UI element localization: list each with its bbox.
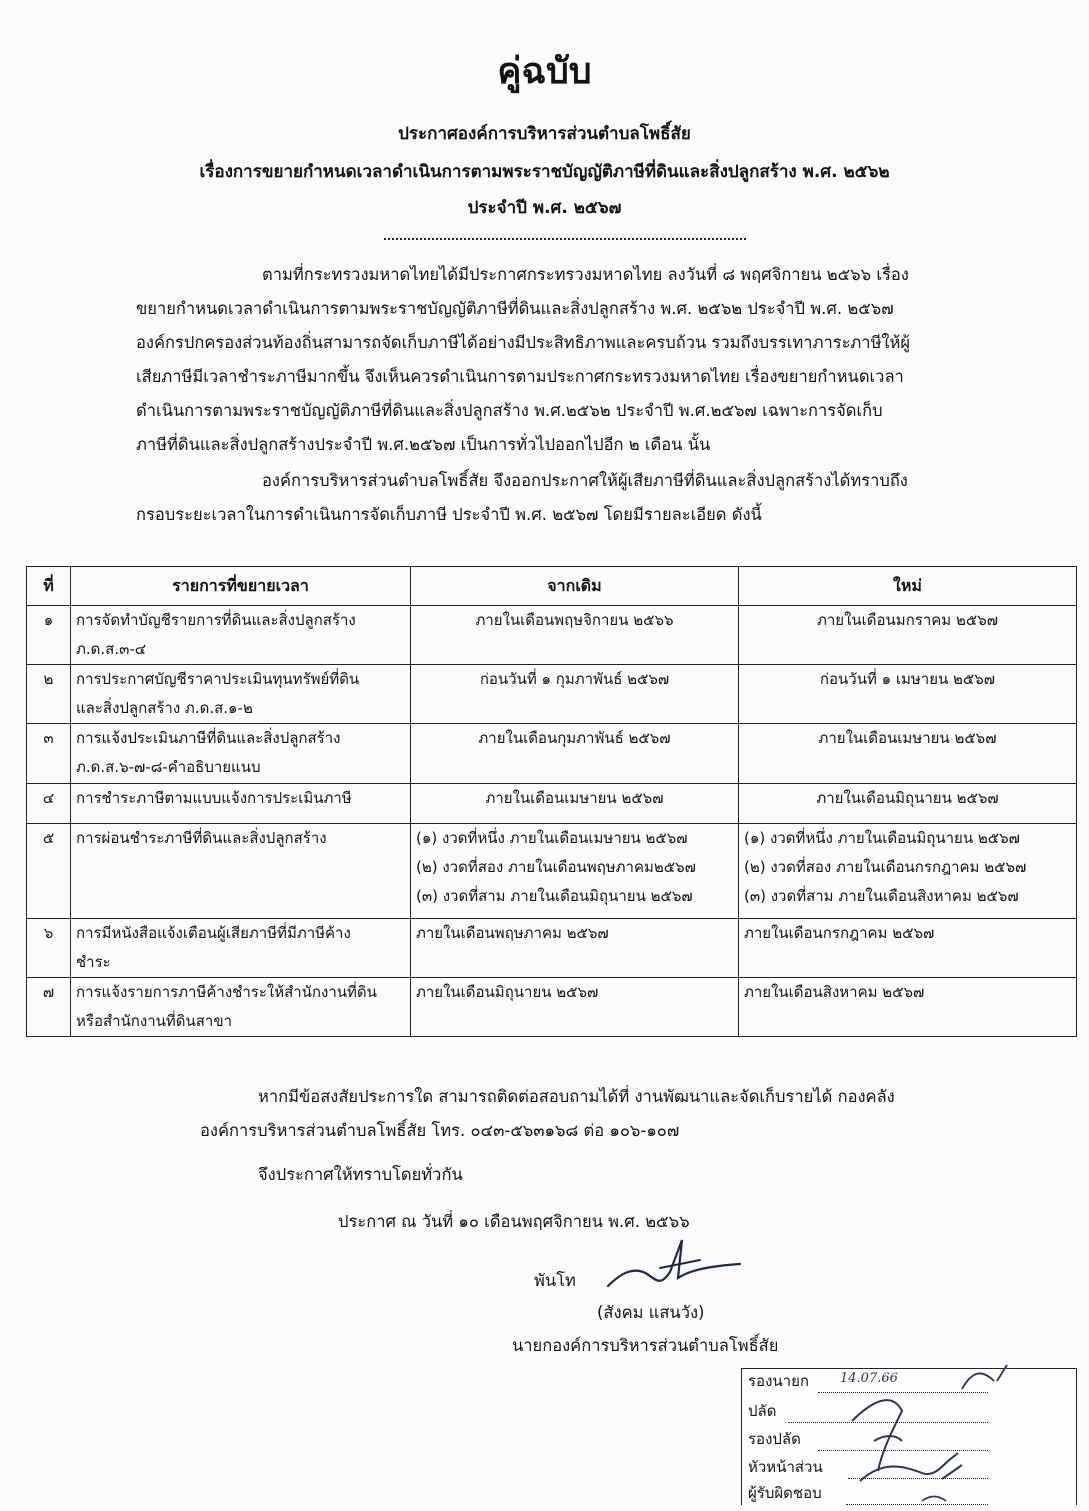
col-header-from: จากเดิม [411,567,739,606]
routing-stamp [741,1368,1077,1505]
row-item: การมีหนังสือแจ้งเตือนผู้เสียภาษีที่มีภาษีค้าง ชำระ [71,919,411,978]
row-to: ภายในเดือนสิงหาคม ๒๕๖๗ [739,978,1077,1037]
row-item: การประกาศบัญชีราคาประเมินทุนทรัพย์ที่ดิน และสิ่งปลูกสร้าง ภ.ด.ส.๑-๒ [71,665,411,724]
table-row [27,824,1077,919]
row-to: ก่อนวันที่ ๑ เมษายน ๒๕๖๗ [739,665,1077,724]
table-row [27,606,1077,665]
initials-marks [822,1361,1062,1511]
row-number: ๑ [27,606,71,665]
announcement-subject: เรื่องการขยายกำหนดเวลาดำเนินการตามพระราชบัญญัติภาษีที่ดินและสิ่งปลูกสร้าง พ.ศ. ๒๕๖๒ [199,162,890,182]
row-number: ๕ [27,824,71,919]
table-row [27,978,1077,1037]
para1-line: เสียภาษีมีเวลาชำระภาษีมากขึ้น จึงเห็นควรดำเนินการตามประกาศกระทรวงมหาดไทย เรื่องขยายกำหนดเวลา [136,367,904,386]
schedule-table [26,566,1077,1037]
stamp-label: รองนายก [748,1372,809,1390]
row-item: การแจ้งรายการภาษีค้างชำระให้สำนักงานที่ดิน หรือสำนักงานที่ดินสาขา [71,978,411,1037]
col-header-item: รายการที่ขยายเวลา [71,567,411,606]
table-row [27,724,1077,784]
row-to: ภายในเดือนกรกฎาคม ๒๕๖๗ [739,919,1077,978]
intro-paragraph [136,258,998,462]
stamp-label: ผู้รับผิดชอบ [748,1484,822,1502]
copy-label: คู่ฉบับ [497,51,592,92]
row-from: (๑) งวดที่หนึ่ง ภายในเดือนเมษายน ๒๕๖๗ (๒) งวดที่สอง ภายในเดือนพฤษภาคม๒๕๖๗ (๓) งวดที่สาม ภายในเดือนมิถุนายน ๒๕๖๗ [411,824,739,919]
signer-rank: พันโท [534,1271,576,1290]
para2-line: องค์การบริหารส่วนตำบลโพธิ์สัย จึงออกประกาศให้ผู้เสียภาษีที่ดินและสิ่งปลูกสร้างได้ทราบถึง [262,471,908,490]
row-from: ภายในเดือนมิถุนายน ๒๕๖๗ [411,978,739,1037]
para1-line: ดำเนินการตามพระราชบัญญัติภาษีที่ดินและสิ่งปลูกสร้าง พ.ศ.๒๕๖๒ ประจำปี พ.ศ.๒๕๖๗ เฉพาะการจัดเก็บ [136,401,883,420]
row-item: การจัดทำบัญชีรายการที่ดินและสิ่งปลูกสร้าง ภ.ด.ส.๓-๔ [71,606,411,665]
row-from: ภายในเดือนพฤษจิกายน ๒๕๖๖ [411,606,739,665]
announce-date: ประกาศ ณ วันที่ ๑๐ เดือนพฤศจิกายน พ.ศ. ๒๕๖๖ [338,1212,690,1231]
signature-mark [600,1234,750,1304]
signer-name: (สังคม แสนวัง) [597,1303,705,1322]
announce-line: จึงประกาศให้ทราบโดยทั่วกัน [258,1165,463,1184]
table-row [27,919,1077,978]
row-to: (๑) งวดที่หนึ่ง ภายในเดือนมิถุนายน ๒๕๖๗ (๒) งวดที่สอง ภายในเดือนกรกฎาคม ๒๕๖๗ (๓) งวดที่สาม ภายในเดือนสิงหาคม ๒๕๖๗ [739,824,1077,919]
stamp-label: ปลัด [748,1402,777,1420]
signer-title: นายกองค์การบริหารส่วนตำบลโพธิ์สัย [512,1336,779,1355]
col-header-no: ที่ [27,567,71,606]
dotted-divider [384,232,746,240]
announcement-title: ประกาศองค์การบริหารส่วนตำบลโพธิ์สัย [398,124,691,144]
row-from: ภายในเดือนกุมภาพันธ์ ๒๕๖๗ [411,724,739,784]
stamp-label: รองปลัด [748,1430,801,1448]
stamp-label: หัวหน้าส่วน [748,1458,823,1476]
contact-phone-line: องค์การบริหารส่วนตำบลโพธิ์สัย โทร. ๐๔๓-๕๖๓๑๖๘ ต่อ ๑๐๖-๑๐๗ [200,1121,680,1140]
second-paragraph [136,464,998,532]
row-number: ๓ [27,724,71,784]
table-row [27,665,1077,724]
para1-line: ตามที่กระทรวงมหาดไทยได้มีประกาศกระทรวงมหาดไทย ลงวันที่ ๘ พฤศจิกายน ๒๕๖๖ เรื่อง [262,265,909,284]
row-from: ก่อนวันที่ ๑ กุมภาพันธ์ ๒๕๖๗ [411,665,739,724]
announcement-year: ประจำปี พ.ศ. ๒๕๖๗ [467,198,622,218]
row-from: ภายในเดือนเมษายน ๒๕๖๗ [411,784,739,824]
row-from: ภายในเดือนพฤษภาคม ๒๕๖๗ [411,919,739,978]
table-row [27,784,1077,824]
para1-line: องค์กรปกครองส่วนท้องถิ่นสามารถจัดเก็บภาษีได้อย่างมีประสิทธิภาพและครบถ้วน รวมถึงบรรเทาภาระภาษีให้ผู้ [136,333,911,352]
row-number: ๖ [27,919,71,978]
row-number: ๔ [27,784,71,824]
row-item: การชำระภาษีตามแบบแจ้งการประเมินภาษี [71,784,411,824]
row-item: การแจ้งประเมินภาษีที่ดินและสิ่งปลูกสร้าง ภ.ด.ส.๖-๗-๘-คำอธิบายแนบ [71,724,411,784]
contact-line: หากมีข้อสงสัยประการใด สามารถติดต่อสอบถามได้ที่ งานพัฒนาและจัดเก็บรายได้ กองคลัง [258,1087,895,1106]
row-to: ภายในเดือนมกราคม ๒๕๖๗ [739,606,1077,665]
row-to: ภายในเดือนมิถุนายน ๒๕๖๗ [739,784,1077,824]
para1-line: ขยายกำหนดเวลาดำเนินการตามพระราชบัญญัติภาษีที่ดินและสิ่งปลูกสร้าง พ.ศ. ๒๕๖๒ ประจำปี พ.ศ. ๒๕๖๗ [136,299,894,318]
para1-line: ภาษีที่ดินและสิ่งปลูกสร้างประจำปี พ.ศ.๒๕๖๗ เป็นการทั่วไปออกไปอีก ๒ เดือน นั้น [136,435,711,454]
row-number: ๗ [27,978,71,1037]
handwritten-date: 14.07.66 [840,1371,898,1386]
row-number: ๒ [27,665,71,724]
row-item: การผ่อนชำระภาษีที่ดินและสิ่งปลูกสร้าง [71,824,411,919]
table-header-row [27,567,1077,606]
col-header-to: ใหม่ [739,567,1077,606]
para2-line: กรอบระยะเวลาในการดำเนินการจัดเก็บภาษี ประจำปี พ.ศ. ๒๕๖๗ โดยมีรายละเอียด ดังนี้ [136,505,762,524]
row-to: ภายในเดือนเมษายน ๒๕๖๗ [739,724,1077,784]
